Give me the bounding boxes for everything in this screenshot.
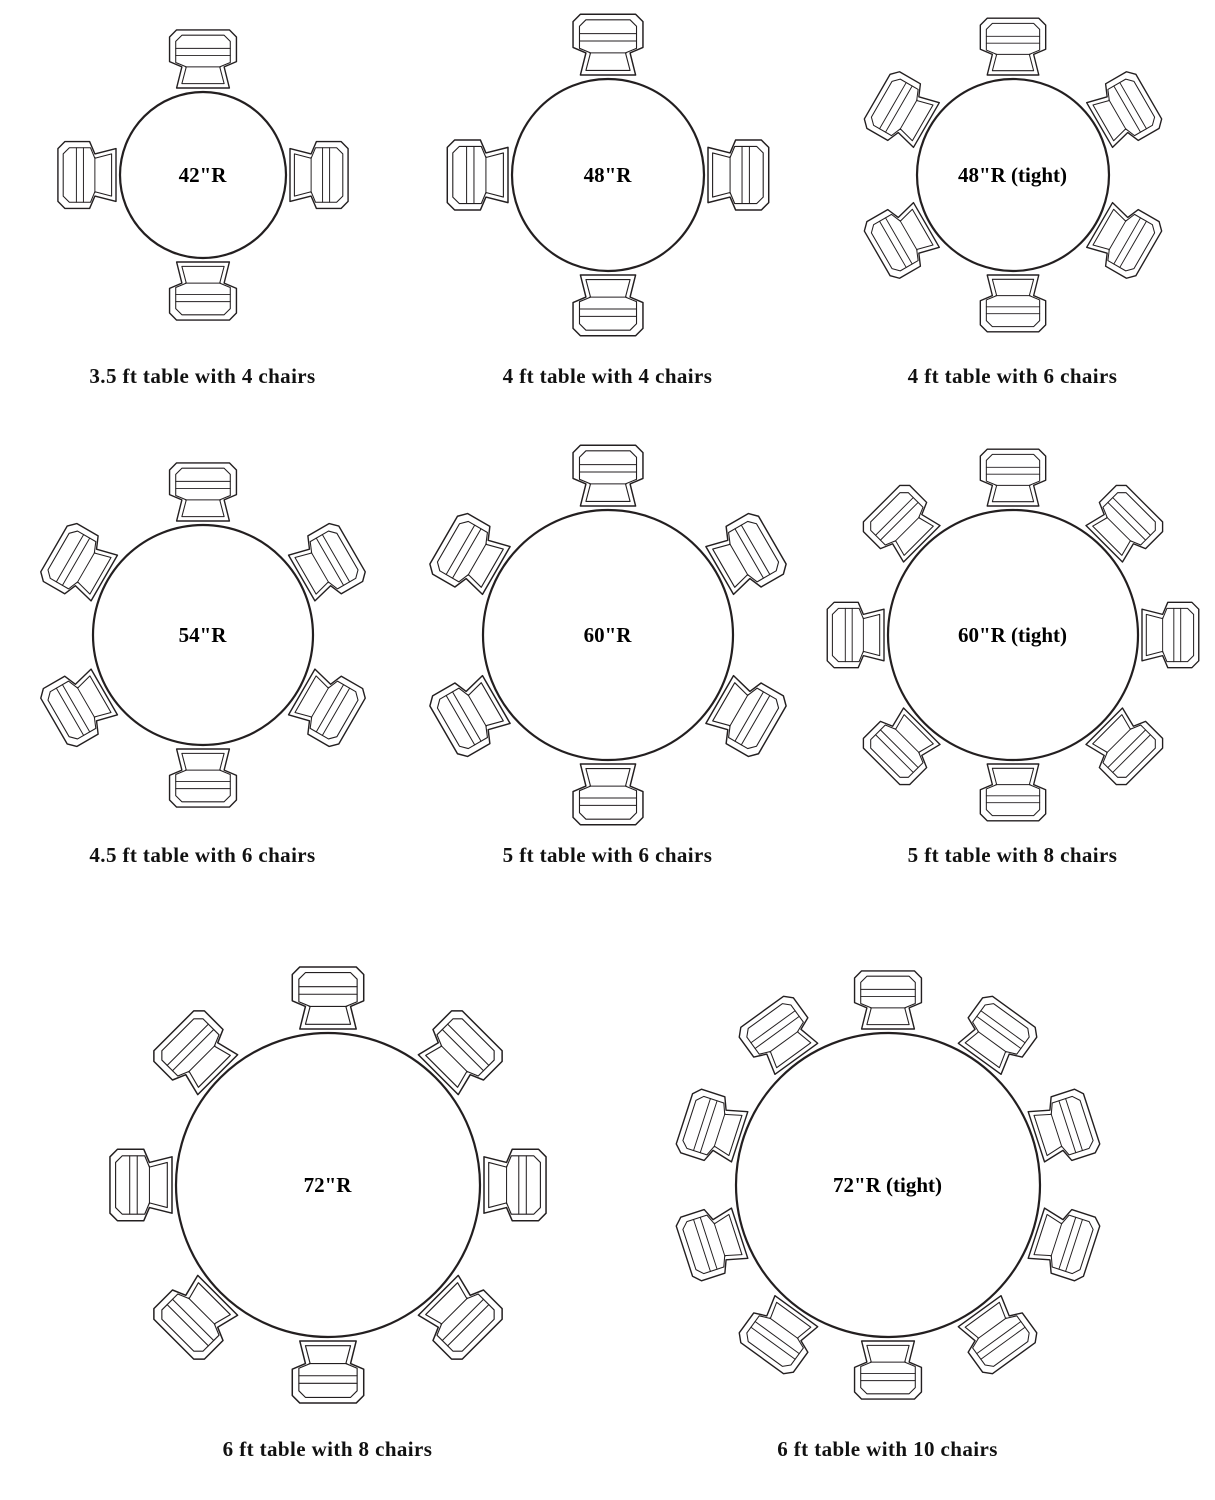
chart-row-1 <box>0 0 1215 389</box>
diagram-72r <box>93 935 563 1435</box>
table-diagram-cell-54r <box>0 435 405 868</box>
table-diagram-cell-72r <box>48 935 608 1462</box>
diagram-42r <box>23 0 383 350</box>
diagram-60r <box>418 435 798 835</box>
diagram-54r <box>13 435 393 835</box>
table-label-72r-tight: 72"R (tight) <box>832 1172 943 1197</box>
table-label-72r: 72"R <box>303 1172 352 1197</box>
table-diagram-cell-72r-tight <box>608 935 1168 1462</box>
caption-60r-tight: 5 ft table with 8 chairs <box>907 843 1118 867</box>
caption-42r: 3.5 ft table with 4 chairs <box>89 364 316 388</box>
caption-54r: 4.5 ft table with 6 chairs <box>89 843 316 867</box>
table-label-48r: 48"R <box>583 162 632 187</box>
table-diagram-cell-48r-tight <box>810 0 1215 389</box>
diagram-72r-tight <box>653 935 1123 1435</box>
table-diagram-cell-60r <box>405 435 810 868</box>
table-54r-svg <box>13 435 393 835</box>
table-diagram-cell-60r-tight <box>810 435 1215 868</box>
chart-row-3 <box>0 935 1215 1462</box>
table-label-60r-tight: 60"R (tight) <box>957 622 1068 647</box>
table-diagram-cell-42r <box>0 0 405 389</box>
table-72r-tight-svg <box>653 935 1123 1435</box>
diagram-60r-tight <box>823 435 1203 835</box>
diagram-48r <box>428 0 788 350</box>
caption-72r-tight: 6 ft table with 10 chairs <box>777 1437 998 1461</box>
caption-48r: 4 ft table with 4 chairs <box>502 364 713 388</box>
table-48r-tight-svg <box>833 0 1193 350</box>
table-60r-svg <box>418 435 798 835</box>
caption-72r: 6 ft table with 8 chairs <box>222 1437 433 1461</box>
table-diagram-cell-48r <box>405 0 810 389</box>
table-48r-svg <box>428 0 788 350</box>
diagram-48r-tight <box>833 0 1193 350</box>
table-label-42r: 42"R <box>178 162 227 187</box>
table-label-54r: 54"R <box>178 622 227 647</box>
table-72r-svg <box>93 935 563 1435</box>
caption-60r: 5 ft table with 6 chairs <box>502 843 713 867</box>
table-label-48r-tight: 48"R (tight) <box>957 162 1068 187</box>
table-60r-tight-svg <box>823 435 1203 835</box>
table-label-60r: 60"R <box>583 622 632 647</box>
table-42r-svg <box>23 0 383 350</box>
chart-row-2 <box>0 435 1215 868</box>
caption-48r-tight: 4 ft table with 6 chairs <box>907 364 1118 388</box>
